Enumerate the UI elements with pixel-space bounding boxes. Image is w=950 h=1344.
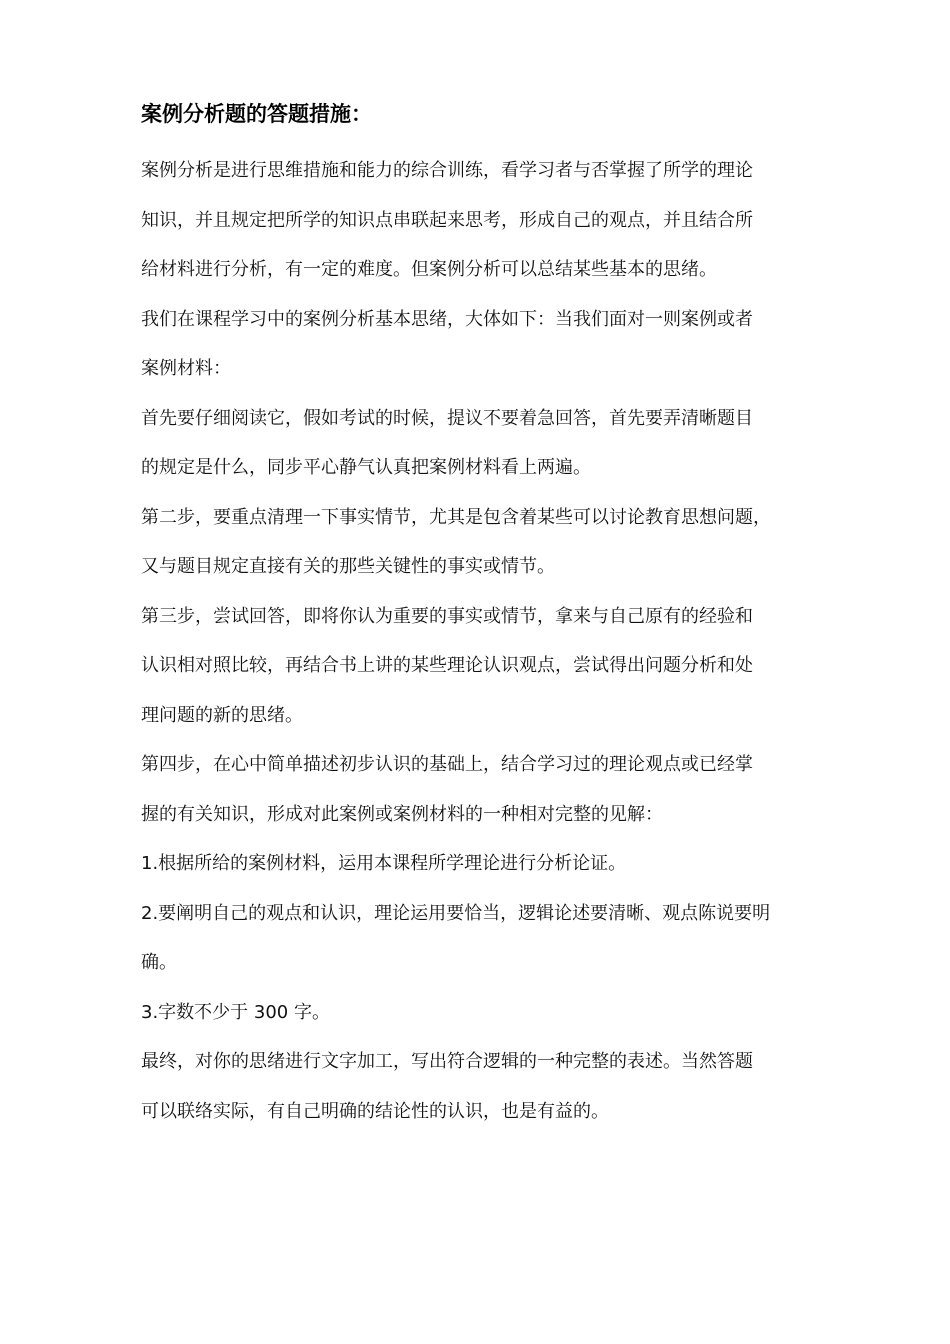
text-line: 我们在课程学习中的案例分析基本思绪，大体如下：当我们面对一则案例或者 (141, 308, 753, 330)
text-line: 第四步，在心中简单描述初步认识的基础上，结合学习过的理论观点或已经掌 (141, 754, 753, 775)
text-line: 案例材料： (141, 358, 231, 379)
text-line: 确。 (141, 952, 177, 973)
text-line: 第三步，尝试回答，即将你认为重要的事实或情节，拿来与自己原有的经验和 (141, 605, 753, 627)
list-item: 2.要阐明自己的观点和认识，理论运用要恰当，逻辑论述要清晰、观点陈说要明 (141, 902, 771, 924)
document-title: 案例分析题的答题措施： (141, 102, 372, 126)
list-item: 1.根据所给的案例材料，运用本课程所学理论进行分析论证。 (141, 853, 627, 874)
text-line: 案例分析是进行思维措施和能力的综合训练，看学习者与否掌握了所学的理论 (141, 160, 753, 181)
text-line: 首先要仔细阅读它，假如考试的时候，提议不要着急回答，首先要弄清晰题目 (141, 407, 753, 429)
text-line: 给材料进行分析，有一定的难度。但案例分析可以总结某些基本的思绪。 (141, 259, 717, 280)
text-line: 握的有关知识，形成对此案例或案例材料的一种相对完整的见解： (141, 803, 663, 825)
document-body (141, 96, 821, 1136)
list-item: 3.字数不少于 300 字。 (141, 1001, 330, 1023)
text-line: 理问题的新的思绪。 (141, 704, 303, 726)
text-line: 认识相对照比较，再结合书上讲的某些理论认识观点，尝试得出问题分析和处 (141, 655, 753, 676)
text-line: 知识，并且规定把所学的知识点串联起来思考，形成自己的观点，并且结合所 (141, 209, 753, 231)
text-line: 又与题目规定直接有关的那些关键性的事实或情节。 (141, 556, 555, 577)
text-line: 第二步，要重点清理一下事实情节，尤其是包含着某些可以讨论教育思想问题， (141, 506, 771, 528)
text-line: 最终，对你的思绪进行文字加工，写出符合逻辑的一种完整的表述。当然答题 (141, 1051, 753, 1072)
text-line: 可以联络实际，有自己明确的结论性的认识，也是有益的。 (141, 1100, 609, 1122)
text-line: 的规定是什么，同步平心静气认真把案例材料看上两遍。 (141, 457, 591, 478)
